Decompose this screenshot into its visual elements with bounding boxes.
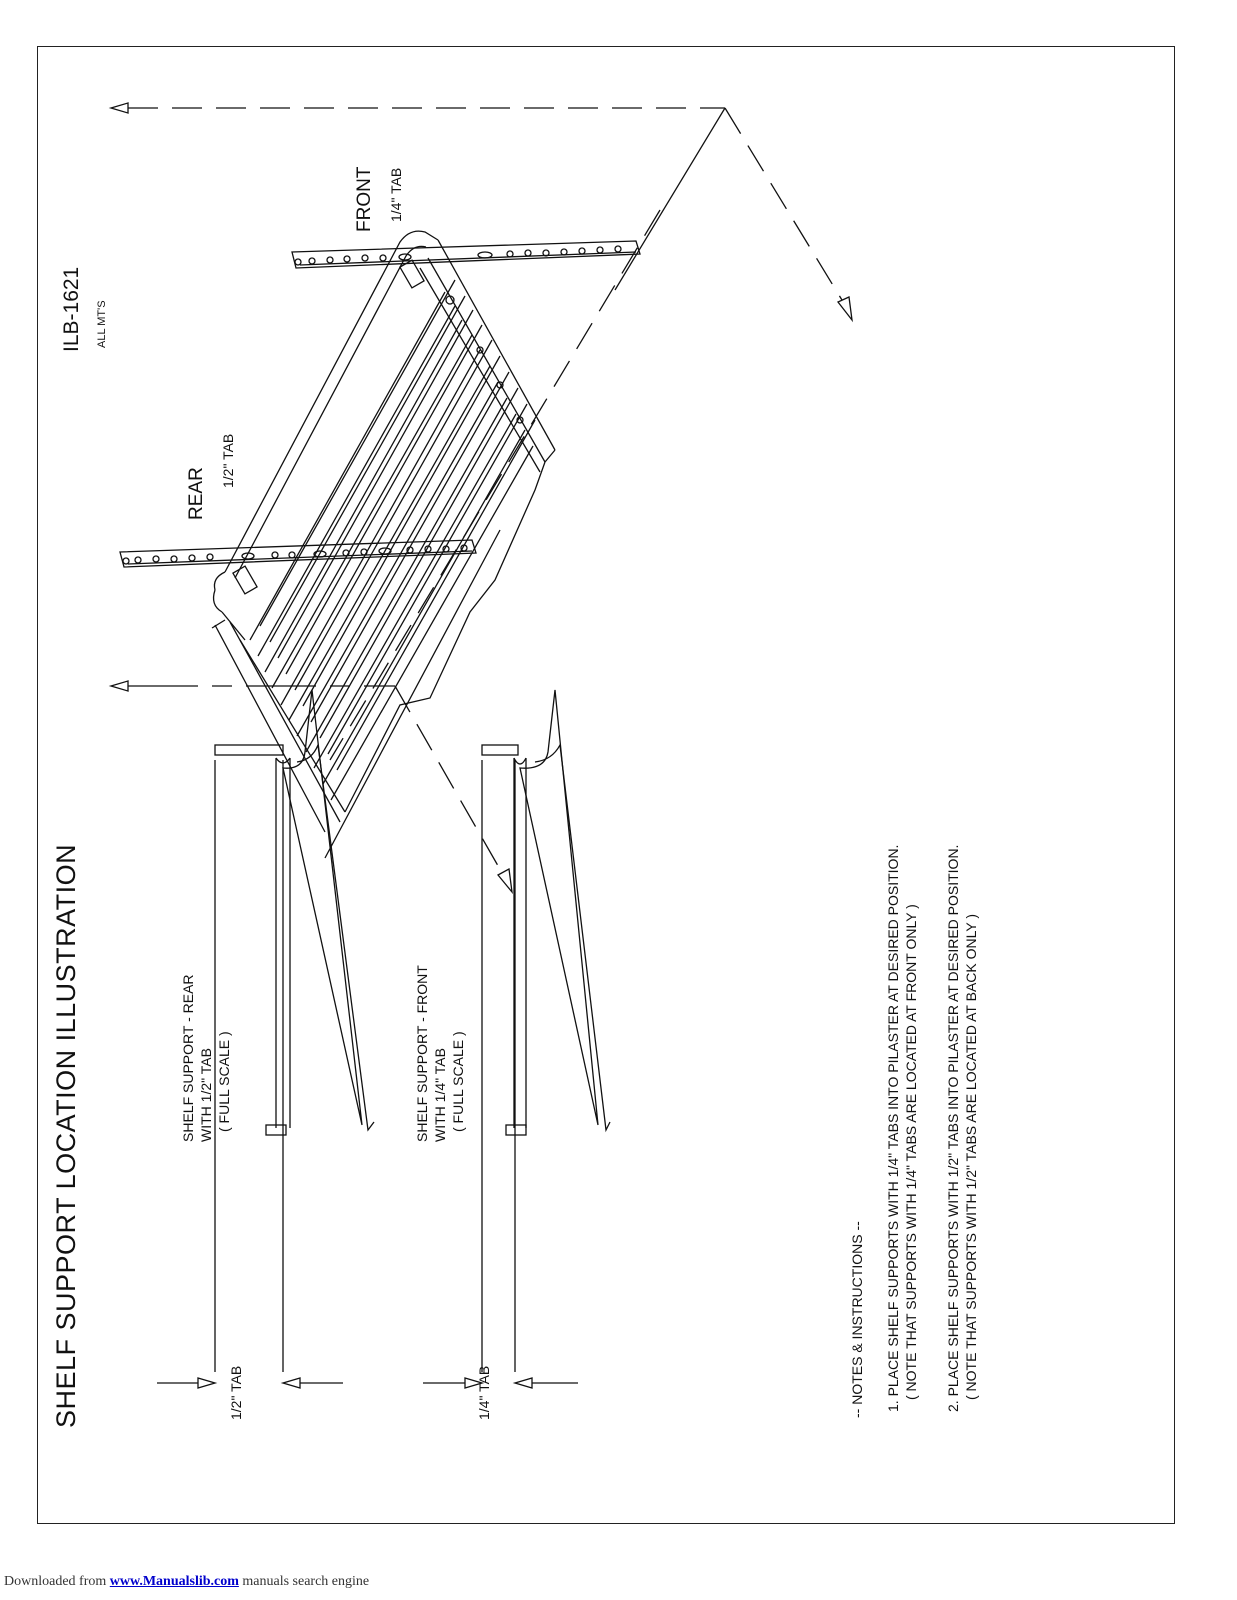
- top-reference-arrow: [111, 103, 852, 760]
- manualslib-link[interactable]: www.Manualslib.com: [109, 1574, 239, 1589]
- middle-reference-arrow: [111, 681, 512, 892]
- model-note: ALL MT'S: [96, 300, 108, 348]
- rear-detail-line3: ( FULL SCALE ): [216, 1031, 232, 1132]
- note-2-line2: ( NOTE THAT SUPPORTS WITH 1/2" TABS ARE LOCATED AT BACK ONLY ): [963, 913, 979, 1400]
- note-1-line1: 1. PLACE SHELF SUPPORTS WITH 1/4" TABS INTO PILASTER AT DESIRED POSITION.: [885, 844, 901, 1412]
- front-label: FRONT: [354, 166, 375, 232]
- footer-prefix: Downloaded from: [4, 1574, 110, 1589]
- rear-detail-line2: WITH 1/2" TAB: [198, 1048, 214, 1142]
- front-tab-label: 1/4" TAB: [388, 167, 404, 222]
- model-code: ILB-1621: [60, 266, 83, 352]
- front-detail-line1: SHELF SUPPORT - FRONT: [414, 965, 430, 1142]
- front-detail-line3: ( FULL SCALE ): [450, 1031, 466, 1132]
- rear-tab-dimension: 1/2" TAB: [228, 1365, 244, 1420]
- footer-suffix: manuals search engine: [238, 1574, 370, 1589]
- front-detail-line2: WITH 1/4" TAB: [432, 1048, 448, 1142]
- front-pilaster: [292, 241, 640, 268]
- rear-label: REAR: [186, 467, 207, 520]
- note-1-line2: ( NOTE THAT SUPPORTS WITH 1/4" TABS ARE LOCATED AT FRONT ONLY ): [903, 904, 919, 1400]
- rear-tab-label: 1/2" TAB: [220, 433, 236, 488]
- wire-shelf: [212, 231, 555, 858]
- footer: [4, 1574, 369, 1590]
- notes-heading: -- NOTES & INSTRUCTIONS --: [849, 1221, 865, 1418]
- rear-detail-line1: SHELF SUPPORT - REAR: [180, 974, 196, 1142]
- note-2-line1: 2. PLACE SHELF SUPPORTS WITH 1/2" TABS INTO PILASTER AT DESIRED POSITION.: [945, 844, 961, 1412]
- drawing-title: SHELF SUPPORT LOCATION ILLUSTRATION: [51, 843, 81, 1428]
- front-tab-dimension: 1/4" TAB: [476, 1365, 492, 1420]
